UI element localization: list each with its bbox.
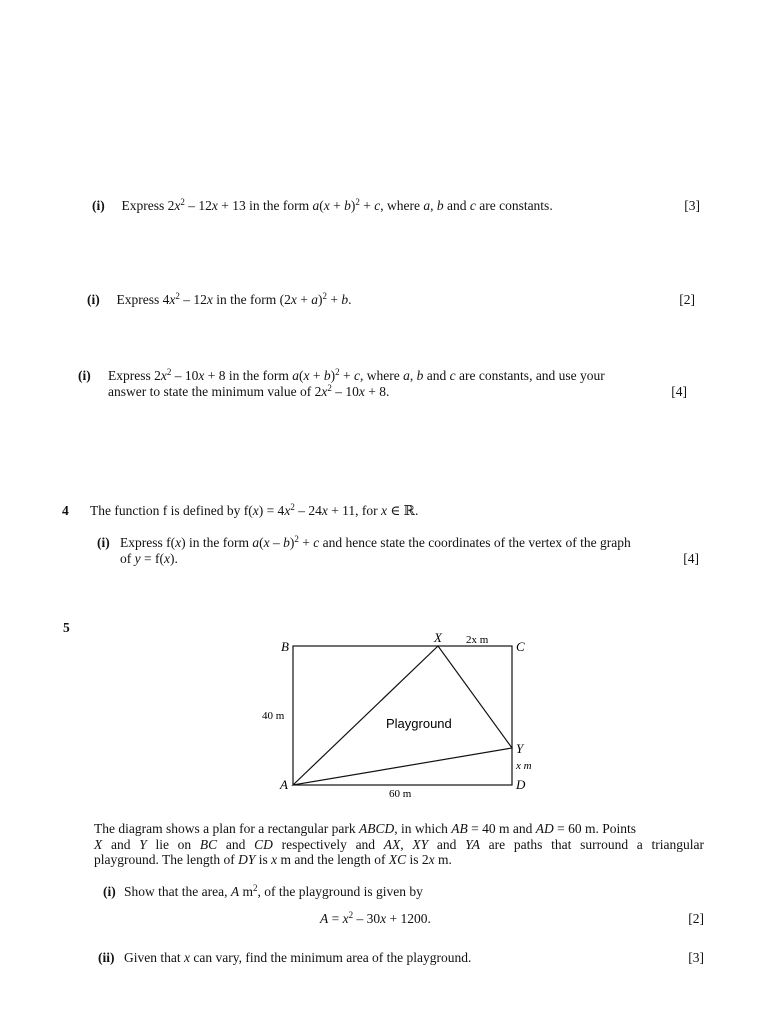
point-b-label: B <box>281 639 289 654</box>
ad-length-label: 60 m <box>389 788 412 800</box>
question-description <box>94 821 704 868</box>
playground-label: Playground <box>386 716 452 731</box>
dy-length-label: x m <box>516 760 532 772</box>
question-text: Express f(x) in the form a(x – b)$^2$ + c and hence state the coordinates of the vertex of the graph <box>120 534 631 550</box>
ab-length-label: 40 m <box>262 710 285 722</box>
part-label: (i) <box>78 368 91 383</box>
point-d-label: D <box>516 777 526 792</box>
question-number: 4 <box>62 503 69 518</box>
question-number: 5 <box>63 620 70 635</box>
part-label: (ii) <box>98 950 115 965</box>
question-text: Express $2x^2 - 10x + 8$ in the form $a(x + b)^2 + c$, where a, b and c are constants, and use your <box>108 367 605 383</box>
point-c-label: C <box>516 639 525 654</box>
question-text-line2: of y = f(x). <box>120 551 178 566</box>
part-label: (i) <box>92 198 105 213</box>
question-text: Express $2x^2 - 12x + 13$ in the form $a(x + b)^2 + c$, where a, b and c are constants. <box>121 197 553 213</box>
point-y-label: Y <box>516 741 524 756</box>
point-a-label: A <box>280 777 288 792</box>
part-label: (i) <box>103 884 116 899</box>
description-line: X and Y lie on BC and CD respectively and AX, XY and YA are paths that surround a triangular <box>94 836 704 852</box>
question-text: Show that the area, A $m^2$, of the playground is given by <box>124 883 423 899</box>
description-line: playground. The length of DY is x m and the length of XC is 2x m. <box>94 852 452 867</box>
question-text-line2: answer to state the minimum value of $2x^2 - 10x + 8$. <box>108 383 390 399</box>
question-a <box>92 198 553 214</box>
question-b <box>87 292 351 308</box>
description-line: The diagram shows a plan for a rectangular park ABCD, in which AB = 40 m and AD = 60 m. Points <box>94 821 637 836</box>
marks-badge: [2] <box>679 292 695 307</box>
marks-badge: [4] <box>671 384 687 399</box>
point-x-label: X <box>434 630 442 645</box>
part-label: (i) <box>87 292 100 307</box>
area-formula: $A = x^2 - 30x + 1200$. <box>320 910 431 926</box>
xc-length-label: 2x m <box>466 634 489 646</box>
question-text: Express $4x^2 - 12x$ in the form $(2x + a)^2 + b$. <box>116 291 352 307</box>
marks-badge: [2] <box>688 911 704 926</box>
part-label: (i) <box>97 535 110 550</box>
question-text: Given that x can vary, find the minimum area of the playground. <box>124 950 472 965</box>
park-diagram <box>0 625 768 805</box>
question-stem: The function f is defined by $f(x) = 4x^2 - 24x + 11$, for x ∈ ℝ. <box>90 502 419 518</box>
marks-badge: [4] <box>683 551 699 566</box>
marks-badge: [3] <box>688 950 704 965</box>
question-c <box>78 368 91 384</box>
marks-badge: [3] <box>684 198 700 213</box>
